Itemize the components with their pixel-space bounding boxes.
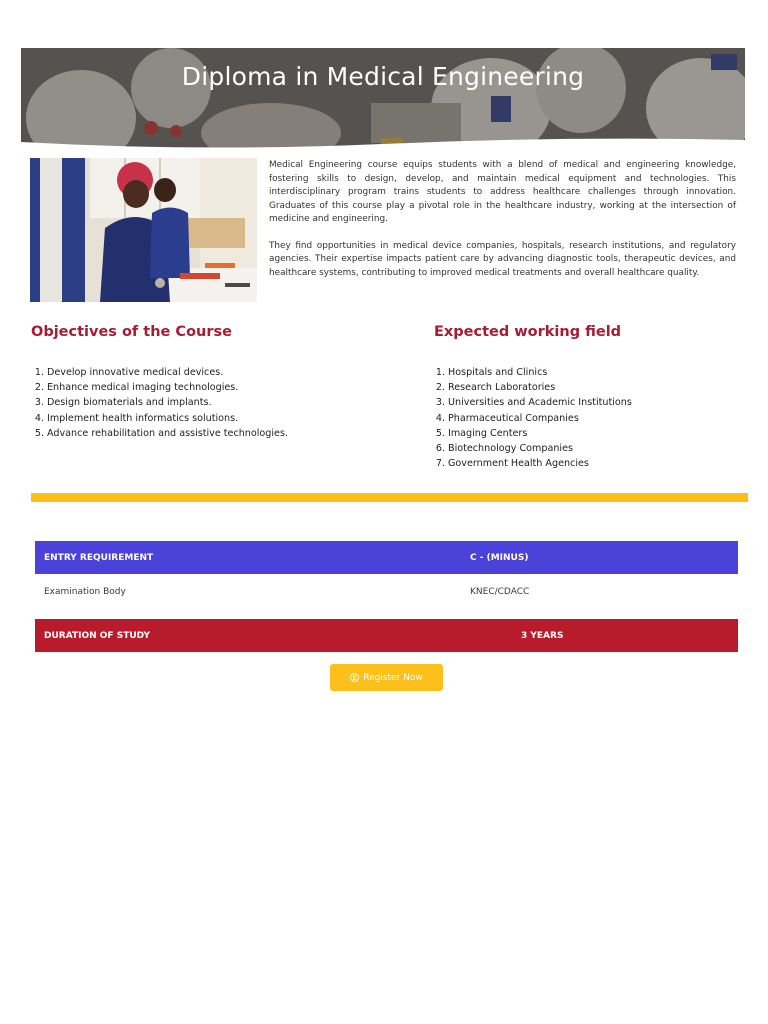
duration-row bbox=[35, 619, 738, 652]
list-item: 2. Enhance medical imaging technologies. bbox=[34, 382, 239, 394]
list-item: 5. Advance rehabilitation and assistive technologies. bbox=[34, 427, 289, 439]
list-item: 2. Research Laboratories bbox=[435, 382, 556, 394]
examination-body-label: Examination Body bbox=[44, 586, 126, 597]
description-paragraph: They find opportunities in medical device companies, hospitals, research institutions, and regulatory agencies. Their expertise impacts patient care by advancing diagnostic tools, therapeutic devices, and healthcare systems, contributing to improved medical treatments and overall healthcare quality. bbox=[269, 240, 736, 278]
description-paragraph: Medical Engineering course equips students with a blend of medical and engineering knowledge, fostering skills to design, develop, and maintain medical equipment and technologies. This interdisciplinary program trains students to address healthcare challenges through innovation. Graduates of this course play a pivotal role in the healthcare industry, working at the intersection of medicine and engineering. bbox=[269, 160, 736, 224]
entry-requirement-value: C - (MINUS) bbox=[470, 552, 529, 563]
list-item: 7. Government Health Agencies bbox=[435, 458, 589, 470]
section-divider bbox=[31, 493, 748, 502]
working-field-list bbox=[435, 365, 632, 471]
list-item: 5. Imaging Centers bbox=[435, 427, 528, 439]
course-description bbox=[269, 159, 736, 293]
register-now-label: Register Now bbox=[363, 672, 423, 683]
list-item: 3. Universities and Academic Institutions bbox=[435, 397, 632, 409]
list-item: 3. Design biomaterials and implants. bbox=[34, 397, 212, 409]
duration-label: DURATION OF STUDY bbox=[44, 630, 150, 641]
students-lab-photo bbox=[30, 158, 257, 302]
entry-requirement-row bbox=[35, 541, 738, 574]
entry-requirement-label: ENTRY REQUIREMENT bbox=[44, 552, 154, 563]
user-circle-icon bbox=[350, 673, 359, 682]
list-item: 1. Hospitals and Clinics bbox=[435, 367, 548, 378]
objectives-heading: Objectives of the Course bbox=[31, 324, 232, 340]
register-now-button[interactable] bbox=[330, 664, 443, 691]
objectives-list bbox=[34, 365, 288, 441]
page-title: Diploma in Medical Engineering bbox=[181, 62, 585, 91]
list-item: 6. Biotechnology Companies bbox=[435, 443, 573, 455]
working-field-heading: Expected working field bbox=[434, 324, 622, 340]
list-item: 4. Pharmaceutical Companies bbox=[435, 412, 579, 424]
examination-body-row bbox=[35, 575, 738, 608]
list-item: 4. Implement health informatics solutions. bbox=[34, 412, 239, 424]
list-item: 1. Develop innovative medical devices. bbox=[34, 367, 224, 378]
examination-body-value: KNEC/CDACC bbox=[470, 586, 530, 597]
hero-banner bbox=[21, 48, 745, 150]
hero-wave-divider bbox=[21, 136, 745, 150]
duration-value: 3 YEARS bbox=[521, 630, 564, 641]
